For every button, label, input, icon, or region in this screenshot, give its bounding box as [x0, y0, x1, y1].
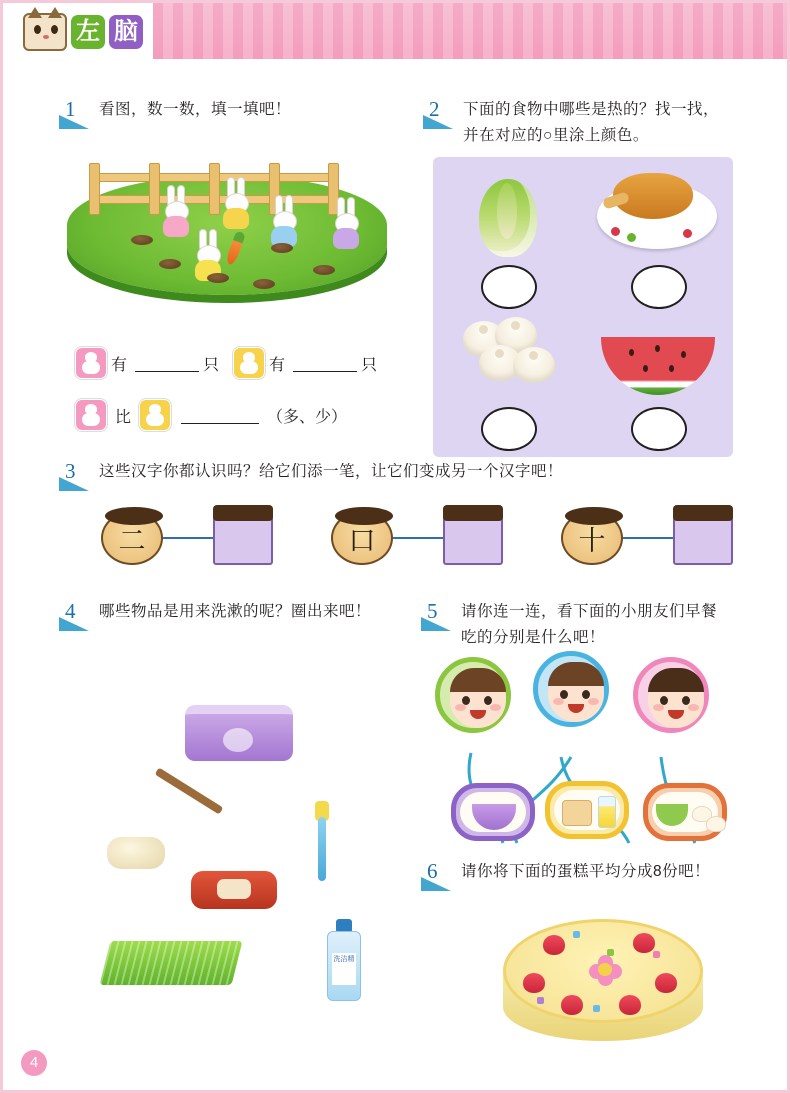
- exercise-number-text: 4: [65, 599, 76, 623]
- answer-blank-2[interactable]: [293, 354, 357, 372]
- exercise-5-number: [421, 601, 455, 631]
- dirt-mound: [253, 279, 275, 289]
- strawberry: [561, 995, 583, 1015]
- meadow-illustration: [67, 147, 387, 307]
- bunny-body: [333, 228, 359, 249]
- sprinkle: [593, 1005, 600, 1012]
- dirt-mound: [131, 235, 153, 245]
- exercise-5-instruction: 请你连一连，看下面的小朋友们早餐吃的分别是什么吧！: [461, 603, 718, 646]
- kid-cheek-left: [455, 704, 466, 711]
- bunny: [329, 197, 363, 249]
- flower-center: [598, 963, 612, 976]
- strawberry: [543, 935, 565, 955]
- exercise-3-number: [59, 461, 93, 491]
- kid-avatar-3[interactable]: [633, 657, 709, 733]
- color-circle-4[interactable]: [631, 407, 687, 451]
- exercise-number-text: 6: [427, 859, 438, 883]
- yellow-bunny-chip: [233, 347, 265, 379]
- exercise-6-number: [421, 861, 455, 891]
- exercise-3-instruction: 这些汉字你都认识吗？给它们添一笔，让它们变成另一个汉字吧！: [99, 463, 564, 480]
- hint-more-less: （多、少）: [267, 408, 348, 426]
- kid-eye-right: [582, 690, 590, 699]
- exercise-number-text: 1: [65, 97, 76, 121]
- toast-icon: [562, 800, 592, 826]
- food-panel: [433, 157, 733, 457]
- watermelon-icon: [601, 337, 715, 395]
- color-circle-2[interactable]: [631, 265, 687, 309]
- kid-cheek-right: [588, 698, 599, 705]
- roast-chicken-icon: [613, 173, 693, 219]
- logo-char-zuo: 左: [71, 15, 105, 49]
- color-circle-1[interactable]: [481, 265, 537, 309]
- sprinkle: [653, 951, 660, 958]
- exercise-4-instruction: 哪些物品是用来洗漱的呢？圈出来吧！: [99, 603, 372, 620]
- cat-face: [31, 23, 61, 43]
- exercise-1-instruction: 看图，数一数，填一填吧！: [99, 101, 292, 118]
- unit-zhi-2: 只: [361, 356, 378, 374]
- dirt-mound: [271, 243, 293, 253]
- detergent-bottle-icon[interactable]: [327, 919, 361, 1001]
- kid-eye-right: [484, 696, 492, 705]
- food-cell-watermelon: [583, 307, 733, 457]
- flower-decoration: [589, 955, 621, 985]
- bunny: [267, 195, 301, 247]
- bun-icon: [513, 347, 555, 383]
- connector-line: [163, 537, 215, 539]
- yellow-bunny-chip: [139, 399, 171, 431]
- dirt-mound: [313, 265, 335, 275]
- answer-box-2[interactable]: [443, 511, 503, 565]
- strawberry: [619, 995, 641, 1015]
- page-number: 4: [21, 1050, 47, 1076]
- cat-eye-right: [51, 25, 58, 34]
- cat-eye-left: [34, 25, 41, 34]
- bunny-body: [163, 216, 189, 237]
- mop-handle: [155, 767, 224, 814]
- answer-row-1: [75, 347, 377, 379]
- pink-bunny-chip: [75, 347, 107, 379]
- kid-hair: [548, 662, 604, 686]
- towel-icon[interactable]: [100, 941, 243, 985]
- strawberry: [655, 973, 677, 993]
- cat-icon: [23, 13, 67, 51]
- exercise-number-text: 2: [429, 97, 440, 121]
- cat-nose: [43, 35, 49, 39]
- berry-icon: [611, 227, 620, 236]
- bottle-label: 洗洁精: [332, 953, 356, 985]
- strawberry: [523, 973, 545, 993]
- berry-icon: [683, 229, 692, 238]
- brand-logo: [23, 11, 153, 53]
- seed: [655, 345, 660, 352]
- kid-avatar-1[interactable]: [435, 657, 511, 733]
- unit-zhi-1: 只: [203, 356, 220, 374]
- mop-head: [107, 837, 165, 869]
- toothbrush-handle: [318, 817, 326, 881]
- food-cell-cabbage: [433, 157, 583, 307]
- soap-box-icon[interactable]: [191, 871, 277, 909]
- sprinkle: [607, 949, 614, 956]
- kid-hair: [450, 668, 506, 692]
- exercise-1-number: [59, 99, 93, 129]
- sprinkle: [537, 997, 544, 1004]
- food-cell-chicken: [583, 157, 733, 307]
- meal-option-noodles[interactable]: [451, 783, 535, 841]
- seed: [643, 365, 648, 372]
- bunny-body: [223, 208, 249, 229]
- food-cell-buns: [433, 307, 583, 457]
- cake-illustration[interactable]: [503, 919, 703, 1059]
- milk-glass-icon: [598, 796, 616, 828]
- kid-cheek-left: [653, 704, 664, 711]
- seed: [669, 365, 674, 372]
- cookie-char-2: 口: [331, 511, 393, 565]
- fence-post: [89, 163, 100, 215]
- kid-cheek-right: [490, 704, 501, 711]
- kid-avatar-2[interactable]: [533, 651, 609, 727]
- seed: [681, 351, 686, 358]
- steamed-bun-icon: [706, 816, 726, 832]
- exercise-2-instruction: 下面的食物中哪些是热的？找一找，并在对应的○里涂上颜色。: [463, 101, 720, 144]
- exercise-6-instruction: 请你将下面的蛋糕平均分成8份吧！: [461, 863, 711, 880]
- mop-icon[interactable]: [107, 791, 227, 875]
- header-stripes: [143, 3, 790, 59]
- kid-cheek-left: [553, 698, 564, 705]
- toothbrush-icon[interactable]: [313, 801, 331, 881]
- meal-option-porridge[interactable]: [643, 783, 727, 841]
- cookie-char-1: 二: [101, 511, 163, 565]
- answer-blank-1[interactable]: [135, 354, 199, 372]
- label-you-1: 有: [111, 356, 128, 374]
- strawberry: [633, 933, 655, 953]
- exercise-4-number: [59, 601, 93, 631]
- label-you-2: 有: [269, 356, 286, 374]
- exercise-number-text: 5: [427, 599, 438, 623]
- exercise-number-text: 3: [65, 459, 76, 483]
- color-circle-3[interactable]: [481, 407, 537, 451]
- kid-cheek-right: [688, 704, 699, 711]
- bunny: [159, 185, 193, 237]
- berry-icon: [627, 233, 636, 242]
- connector-line: [393, 537, 445, 539]
- bunny: [219, 177, 253, 229]
- exercise-2-number: [423, 99, 457, 129]
- answer-box-3[interactable]: [673, 511, 733, 565]
- pink-bunny-chip: [75, 399, 107, 431]
- connector-line: [623, 537, 675, 539]
- basin-icon[interactable]: [185, 705, 293, 761]
- cabbage-icon: [479, 179, 537, 257]
- answer-row-2: [75, 399, 347, 431]
- answer-blank-3[interactable]: [181, 406, 259, 424]
- meal-option-bread-milk[interactable]: [545, 781, 629, 839]
- seed: [629, 349, 634, 356]
- fence: [89, 163, 339, 215]
- label-bi: 比: [115, 408, 132, 426]
- answer-box-1[interactable]: [213, 511, 273, 565]
- cookie-char-3: 十: [561, 511, 623, 565]
- kid-eye-right: [682, 696, 690, 705]
- kid-hair: [648, 668, 704, 692]
- dirt-mound: [207, 273, 229, 283]
- sprinkle: [573, 931, 580, 938]
- dirt-mound: [159, 259, 181, 269]
- logo-char-nao: 脑: [109, 15, 143, 49]
